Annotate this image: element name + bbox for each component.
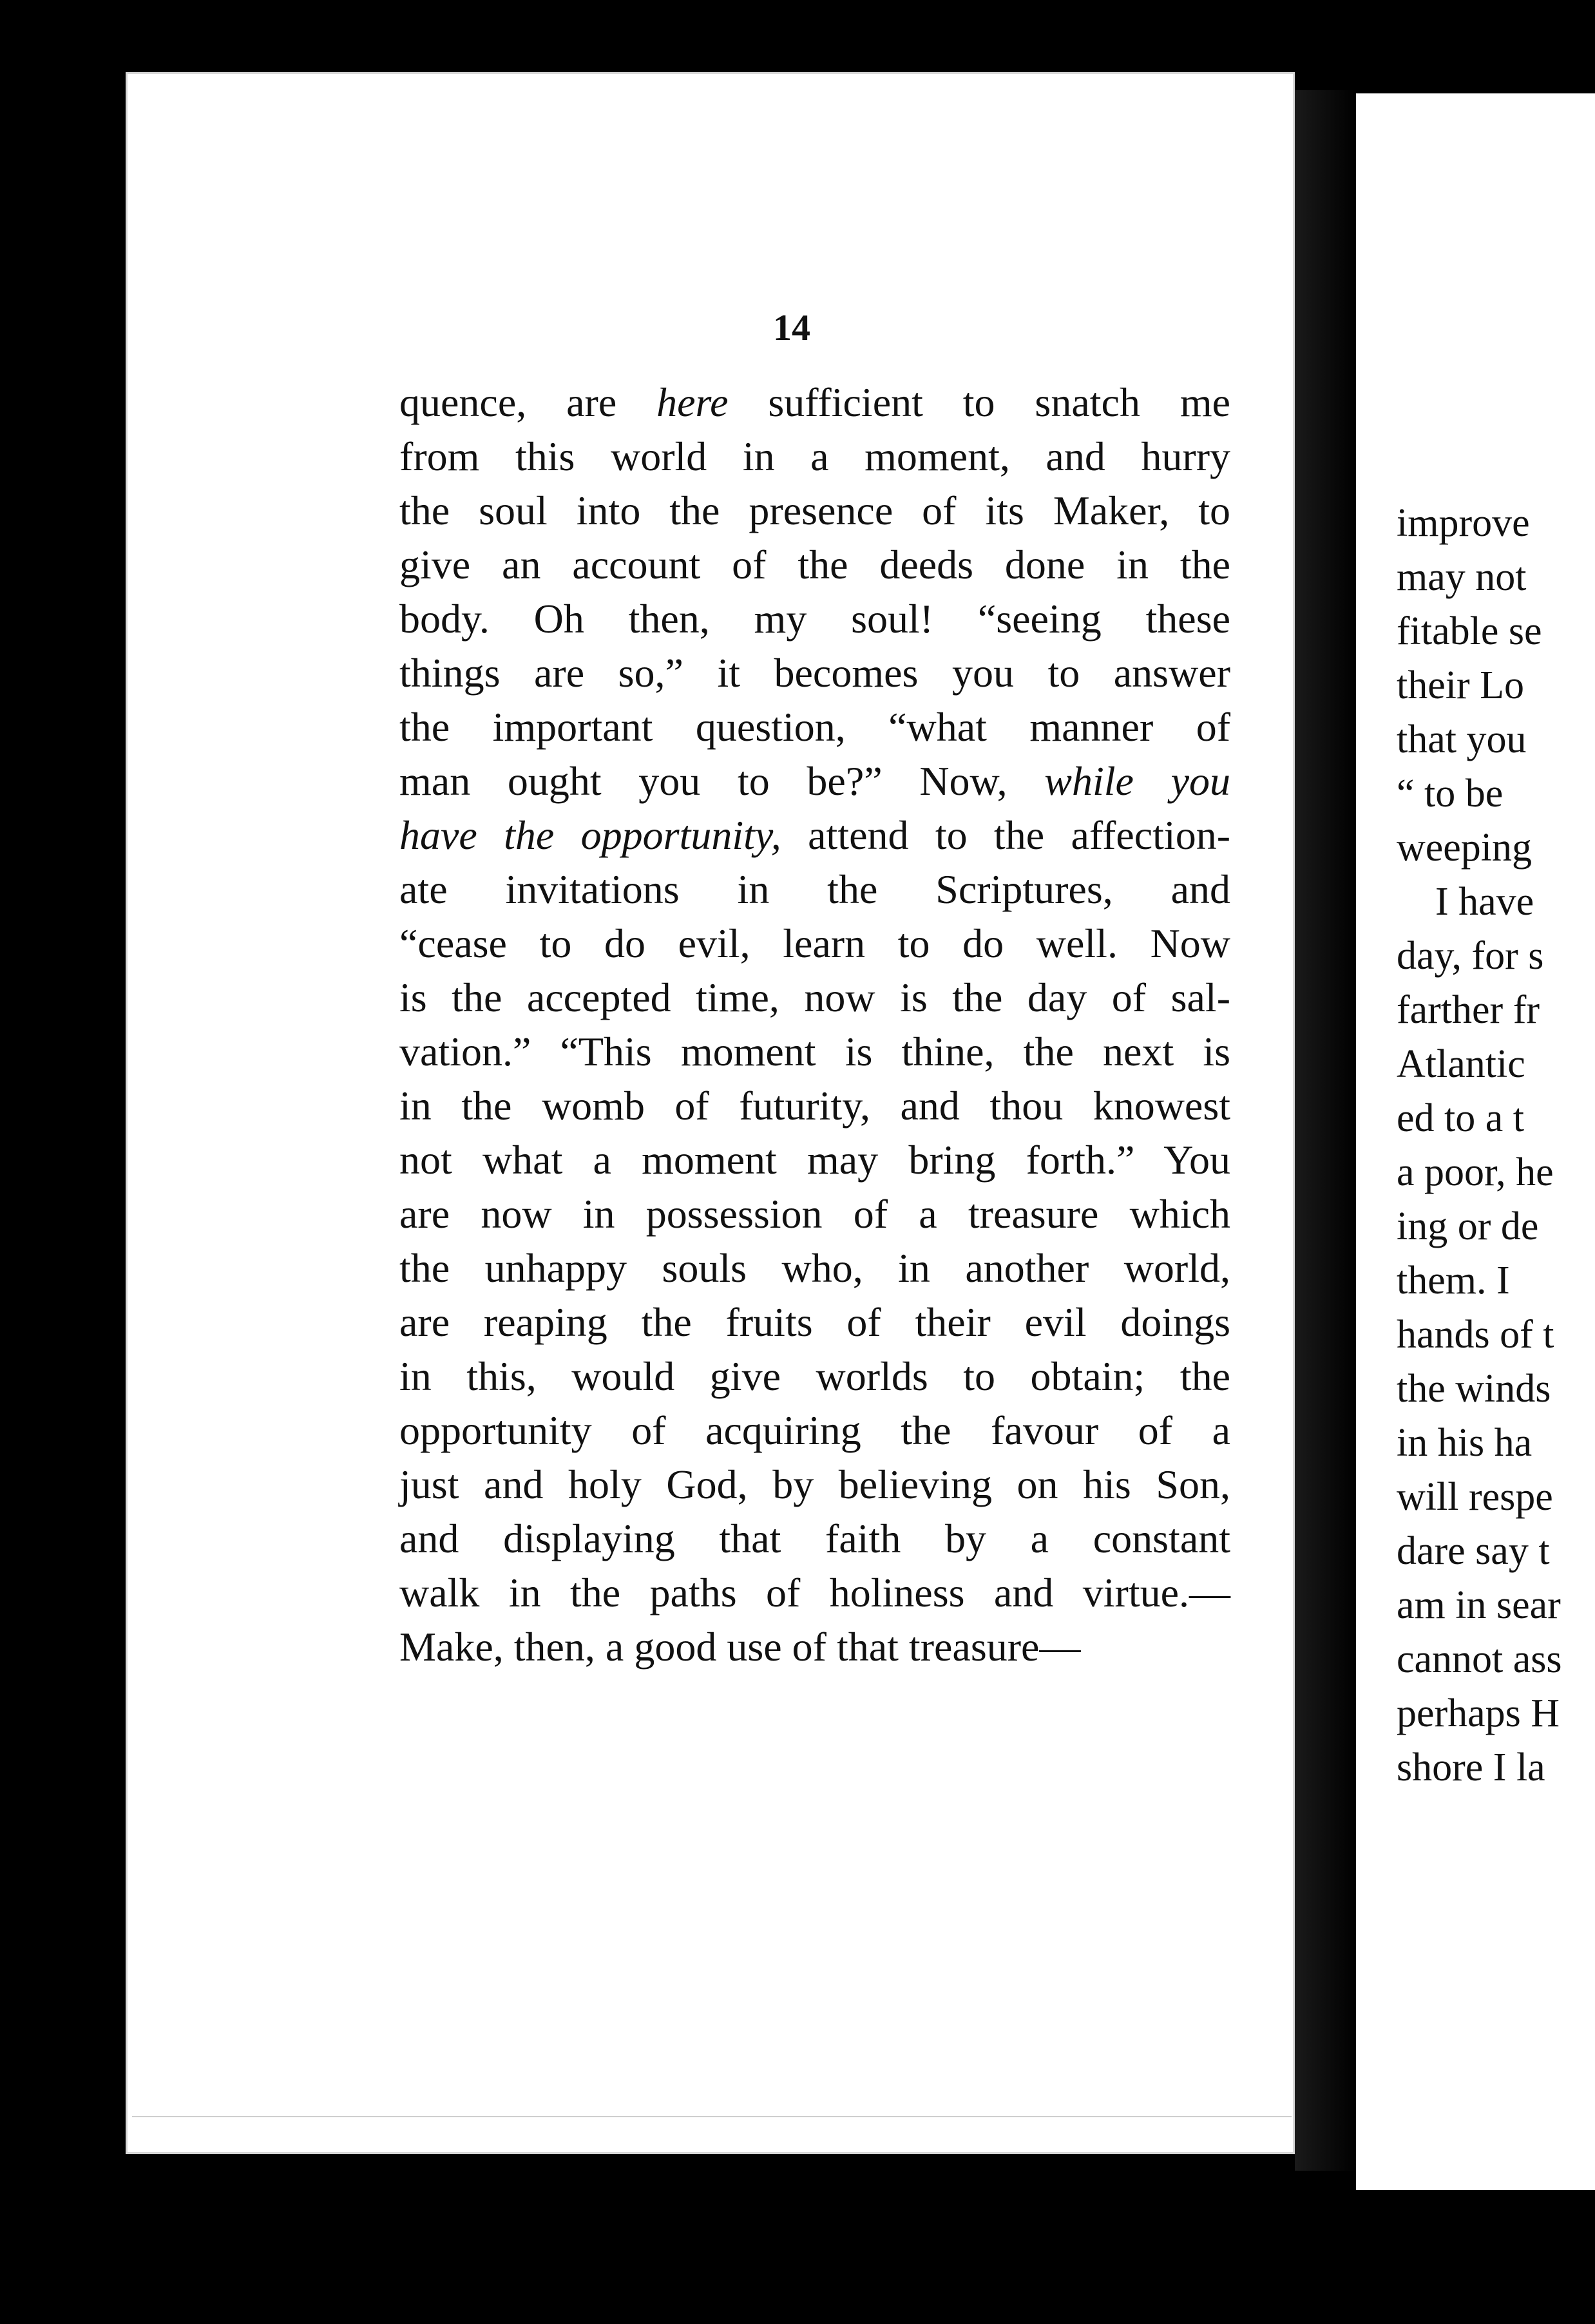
right-text-line: Atlantic — [1397, 1042, 1525, 1086]
right-text-line: the winds — [1397, 1367, 1551, 1411]
right-text-line: farther fr — [1397, 988, 1540, 1032]
text-segment: quence, are — [399, 379, 657, 425]
right-text-line: will respe — [1397, 1475, 1553, 1519]
text-line — [399, 754, 1230, 808]
text-segment: the soul into the presence of its Maker, to — [399, 488, 1230, 533]
text-segment: not what a moment may bring forth.” You — [399, 1137, 1230, 1183]
text-segment: is the accepted time, now is the day of sal- — [399, 975, 1230, 1020]
text-line — [399, 538, 1230, 592]
right-text-line: improve — [1397, 501, 1530, 545]
text-line — [399, 1404, 1230, 1458]
right-text-line: day, for s — [1397, 934, 1544, 978]
text-segment: body. Oh then, my soul! “seeing these — [399, 596, 1230, 642]
text-segment: sufficient to snatch me — [728, 379, 1231, 425]
text-segment: are reaping the fruits of their evil doings — [399, 1299, 1230, 1345]
right-text-line: them. I — [1397, 1259, 1510, 1302]
text-segment: ate invitations in the Scriptures, and — [399, 866, 1230, 912]
text-line — [399, 592, 1230, 646]
text-line — [399, 1025, 1230, 1079]
right-text-line: dare say t — [1397, 1529, 1550, 1573]
text-line — [399, 430, 1230, 484]
text-line — [399, 808, 1230, 862]
text-segment: in the womb of futurity, and thou knowest — [399, 1083, 1230, 1129]
right-text-line: that you — [1397, 718, 1527, 761]
text-segment: vation.” “This moment is thine, the next is — [399, 1029, 1230, 1074]
page-edge-line — [132, 2116, 1292, 2131]
right-text-line: I have — [1435, 880, 1534, 924]
text-segment: are now in possession of a treasure which — [399, 1191, 1230, 1237]
text-segment: the important question, “what manner of — [399, 704, 1230, 750]
right-text-line: shore I la — [1397, 1746, 1545, 1789]
right-text-line: their Lo — [1397, 663, 1524, 707]
text-segment: and displaying that faith by a constant — [399, 1516, 1230, 1561]
text-line — [399, 1566, 1230, 1620]
text-line — [399, 1133, 1230, 1187]
text-segment: give an account of the deeds done in the — [399, 542, 1230, 587]
text-segment: things are so,” it becomes you to answer — [399, 650, 1230, 696]
text-segment: walk in the paths of holiness and virtue.— — [399, 1570, 1230, 1615]
text-segment: Make, then, a good use of that treasure— — [399, 1624, 1081, 1670]
italic-emphasis: here — [656, 379, 729, 425]
text-line — [399, 1241, 1230, 1295]
text-line — [399, 1349, 1230, 1404]
text-line — [399, 1458, 1230, 1512]
right-page-text — [1397, 496, 1595, 1795]
text-segment: opportunity of acquiring the favour of a — [399, 1407, 1230, 1453]
right-text-line: “ to be — [1397, 772, 1504, 815]
right-text-line: may not — [1397, 555, 1527, 599]
text-line — [399, 1620, 1230, 1674]
right-text-line: perhaps H — [1397, 1691, 1560, 1735]
italic-emphasis: have the opportunity, — [399, 812, 781, 858]
page-number: 14 — [773, 307, 810, 348]
right-text-line: ed to a t — [1397, 1096, 1524, 1140]
right-text-line: ing or de — [1397, 1205, 1539, 1248]
text-line — [399, 376, 1230, 430]
text-line — [399, 1512, 1230, 1566]
right-text-line: in his ha — [1397, 1421, 1533, 1465]
text-line — [399, 971, 1230, 1025]
text-line — [399, 1295, 1230, 1349]
text-line — [399, 700, 1230, 754]
text-line — [399, 646, 1230, 700]
right-text-line: cannot ass — [1397, 1637, 1562, 1681]
text-segment: “cease to do evil, learn to do well. Now — [399, 920, 1230, 966]
text-segment: just and holy God, by believing on his Son, — [399, 1462, 1230, 1507]
text-line — [399, 1079, 1230, 1133]
text-line — [399, 862, 1230, 917]
text-line — [399, 1187, 1230, 1241]
right-text-line: weeping — [1397, 826, 1533, 870]
right-text-line: am in sear — [1397, 1583, 1561, 1627]
text-segment: the unhappy souls who, in another world, — [399, 1245, 1230, 1291]
left-page-text — [399, 376, 1230, 1674]
text-segment: in this, would give worlds to obtain; the — [399, 1353, 1230, 1399]
text-segment: attend to the affection- — [781, 812, 1230, 858]
text-segment: from this world in a moment, and hurry — [399, 433, 1230, 479]
italic-emphasis: while you — [1044, 758, 1231, 804]
right-text-line: a poor, he — [1397, 1150, 1554, 1194]
book-gutter — [1295, 90, 1356, 2171]
text-segment: man ought you to be?” Now, — [399, 758, 1045, 804]
right-text-line: hands of t — [1397, 1313, 1554, 1357]
text-line — [399, 484, 1230, 538]
right-text-line: fitable se — [1397, 609, 1542, 653]
text-line — [399, 917, 1230, 971]
